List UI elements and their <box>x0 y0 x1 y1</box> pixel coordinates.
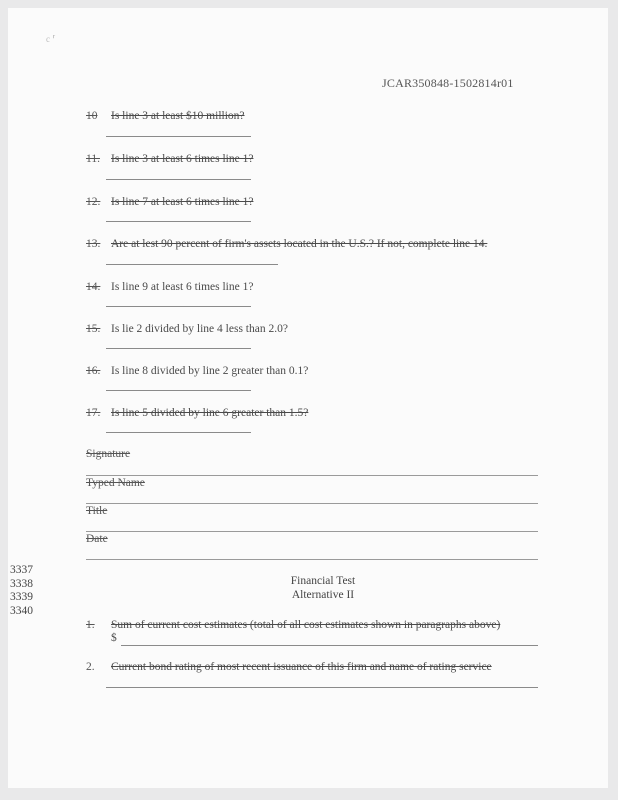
question-number: 12. <box>86 196 101 208</box>
question-text: Is line 8 divided by line 2 greater than 0.1? <box>111 365 309 377</box>
date-label: Date <box>86 533 108 545</box>
question-text: Is lie 2 divided by line 4 less than 2.0? <box>111 323 288 335</box>
section-title: Financial Test <box>290 575 356 587</box>
question-number: 10 <box>86 110 98 122</box>
question-text: Is line 5 divided by line 6 greater than 1.5? <box>111 407 309 419</box>
typed-name-label: Typed Name <box>86 477 145 489</box>
answer-line <box>106 264 278 265</box>
answer-line <box>106 136 251 137</box>
question-text: Is line 9 at least 6 times line 1? <box>111 281 254 293</box>
question-text: Is line 3 at least $10 million? <box>111 110 245 122</box>
item-1-answer-line <box>121 645 538 646</box>
question-text: Are at lest 90 percent of firm's assets located in the U.S.? If not, complete line 14. <box>111 238 488 250</box>
line-number: 3339 <box>10 591 33 603</box>
answer-line <box>106 432 251 433</box>
signature-line <box>86 475 538 476</box>
item-2-number: 2. <box>86 661 95 673</box>
line-numbers <box>10 564 33 618</box>
item-1-number: 1. <box>86 619 95 631</box>
document-page <box>8 8 608 788</box>
date-line <box>86 559 538 560</box>
item-2-text: Current bond rating of most recent issuance of this firm and name of rating service <box>111 661 492 673</box>
answer-line <box>106 221 251 222</box>
item-1-text: Sum of current cost estimates (total of all cost estimates shown in paragraphs above) <box>111 619 501 631</box>
typed-name-line <box>86 503 538 504</box>
question-text: Is line 7 at least 6 times line 1? <box>111 196 254 208</box>
answer-line <box>106 306 251 307</box>
signature-label: Signature <box>86 448 131 460</box>
answer-line <box>106 348 251 349</box>
question-number: 16. <box>86 365 101 377</box>
answer-line <box>106 390 251 391</box>
item-2-answer-line <box>106 687 538 688</box>
question-number: 13. <box>86 238 101 250</box>
question-number: 15. <box>86 323 101 335</box>
section-subtitle: Alternative II <box>291 589 355 601</box>
line-number: 3338 <box>10 577 33 590</box>
document-id: JCAR350848-1502814r01 <box>382 76 514 90</box>
scan-corner-mark: c ⸢ <box>46 34 56 44</box>
question-number: 11. <box>86 153 100 165</box>
question-number: 17. <box>86 407 101 419</box>
item-1-currency: $ <box>111 632 117 644</box>
title-line <box>86 531 538 532</box>
question-number: 14. <box>86 281 101 293</box>
answer-line <box>106 179 251 180</box>
title-label: Title <box>86 505 108 517</box>
line-number: 3340 <box>10 604 33 617</box>
line-number: 3337 <box>10 564 33 576</box>
question-text: Is line 3 at least 6 times line 1? <box>111 153 254 165</box>
